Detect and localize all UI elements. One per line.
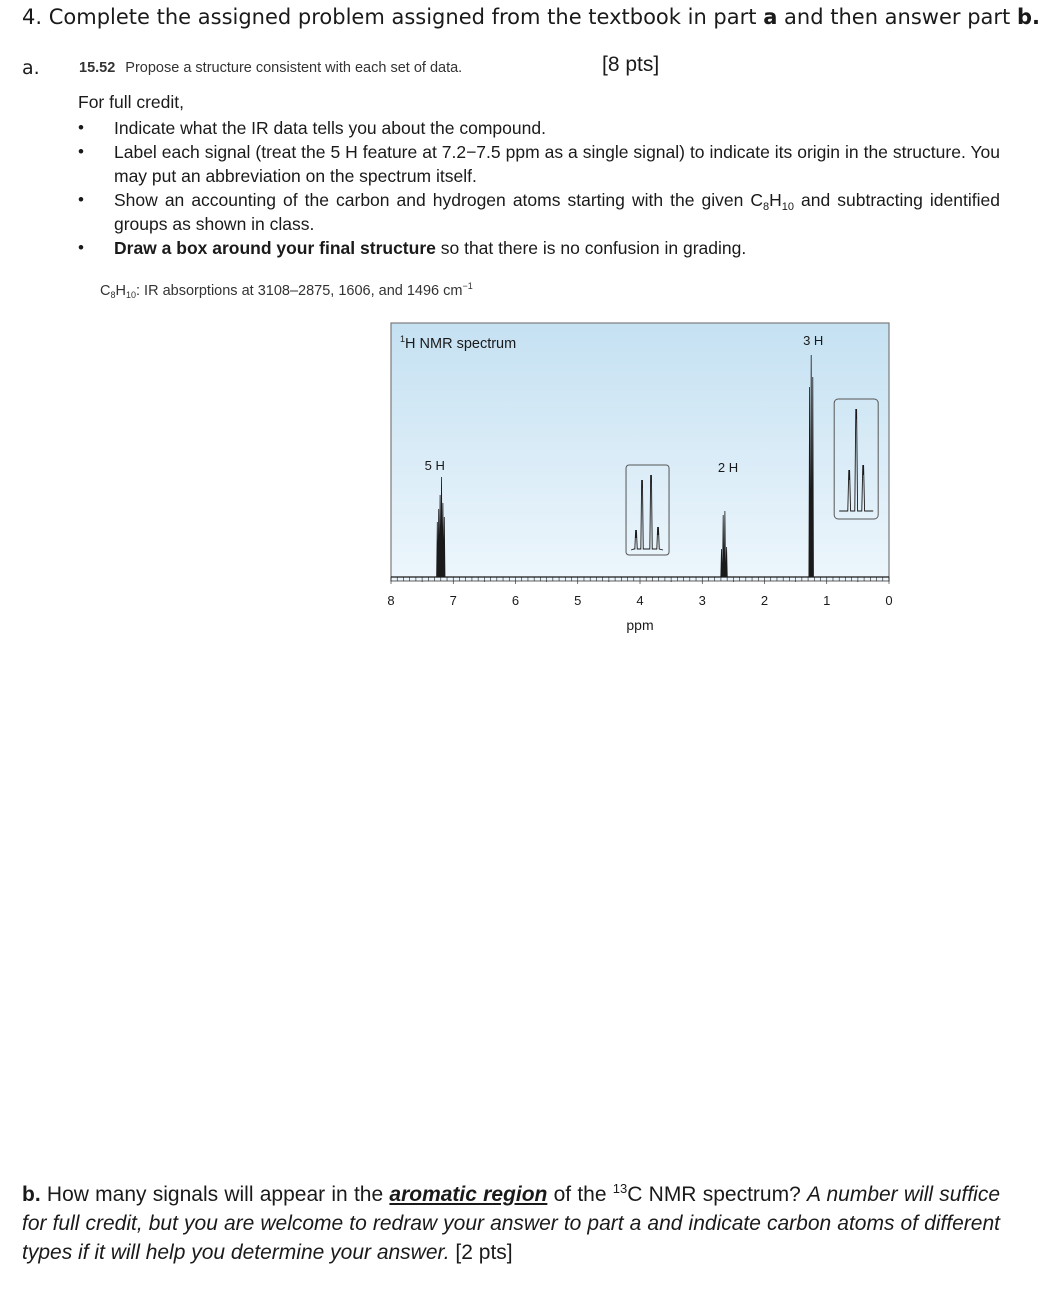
tick-label: 2 (760, 593, 769, 608)
title-text: Complete the assigned problem assigned from the textbook in part (48, 5, 757, 29)
ir-formula-h-sub: 10 (125, 290, 136, 300)
tick-label: 4 (636, 593, 644, 608)
aromatic-region-emphasis: aromatic region (389, 1183, 548, 1206)
part-b-italic-note: A number will suffice for full credit, but you are welcome to redraw your answer to part a and indicate carbon atoms of different types if it will help you determine your answer. (22, 1183, 1001, 1264)
axis-label: ppm (626, 617, 654, 633)
bullet-label-signals-text: Label each signal (treat the 5 H feature at 7.2−7.5 ppm as a single signal) to indicate its origin in the structure. You may put an abbreviation on the spectrum itself. (114, 142, 1000, 186)
ir-absorptions-text: : IR absorptions at 3108–2875, 1606, and 1496 cm (136, 283, 463, 299)
part-b-points: [2 pts] (449, 1241, 513, 1264)
formula-h-subscript: 10 (781, 201, 794, 213)
bullet-ir (78, 116, 1000, 140)
part-a-label: a. (22, 57, 40, 79)
problem-statement (79, 60, 462, 76)
ir-unit-exponent: −1 (462, 281, 473, 291)
integration-3h: 3 H (803, 333, 824, 348)
credit-intro: For full credit, (78, 92, 184, 112)
title-part-b: b. (1016, 5, 1040, 29)
bullet-ir-text: Indicate what the IR data tells you about the compound. (114, 118, 546, 138)
integration-5h: 5 H (424, 458, 445, 473)
title-part-a: a (763, 5, 778, 29)
part-b-question (22, 1180, 1000, 1267)
bullet-accounting-text-end: and subtracting identified groups as shown in class. (114, 190, 1000, 234)
tick-label: 1 (823, 593, 831, 608)
spectrum-title: $^1$H NMR spectrum (400, 334, 517, 352)
formula-h: H (769, 190, 782, 210)
ir-formula-c: C (100, 283, 111, 299)
bullet-box (78, 236, 1000, 260)
part-b-text-middle: of the (547, 1183, 613, 1206)
bullet-accounting (78, 188, 1000, 236)
tick-label: 5 (574, 593, 582, 608)
ir-data-line (100, 283, 473, 299)
question-title (22, 5, 1040, 29)
tick-label: 3 (698, 593, 706, 608)
part-a-points: [8 pts] (602, 53, 660, 76)
h-nmr-spectrum (380, 315, 895, 640)
bullet-box-text: so that there is no confusion in grading. (435, 238, 747, 258)
tick-label: 6 (511, 593, 520, 608)
peak-triplet (809, 355, 814, 577)
tick-label: 8 (387, 593, 395, 608)
bullet-box-bold: Draw a box around your final structure (114, 238, 436, 258)
minor-ticks (391, 577, 889, 584)
tick-label: 7 (449, 593, 457, 608)
question-number: 4. (22, 5, 43, 29)
isotope-superscript: 13 (612, 1181, 628, 1196)
formula-c-subscript: 8 (762, 201, 770, 213)
spectrum-panel (391, 323, 889, 581)
tick-label: 0 (885, 593, 893, 608)
bullet-label-signals (78, 140, 1000, 188)
ir-formula-h: H (115, 283, 126, 299)
part-b-label: b. (22, 1183, 41, 1206)
credit-requirements-list (78, 116, 1000, 260)
tick-labels (387, 593, 892, 608)
part-b-text-after: C NMR spectrum? (627, 1183, 807, 1206)
problem-number: 15.52 (79, 60, 116, 76)
integration-2h: 2 H (717, 460, 739, 475)
ir-formula-c-sub: 8 (110, 290, 116, 300)
title-text-middle: and then answer part (784, 5, 1011, 29)
bullet-accounting-text: Show an accounting of the carbon and hydrogen atoms starting with the given C (114, 190, 763, 210)
part-b-text: How many signals will appear in the (40, 1183, 390, 1206)
problem-text: Propose a structure consistent with each set of data. (125, 60, 463, 76)
